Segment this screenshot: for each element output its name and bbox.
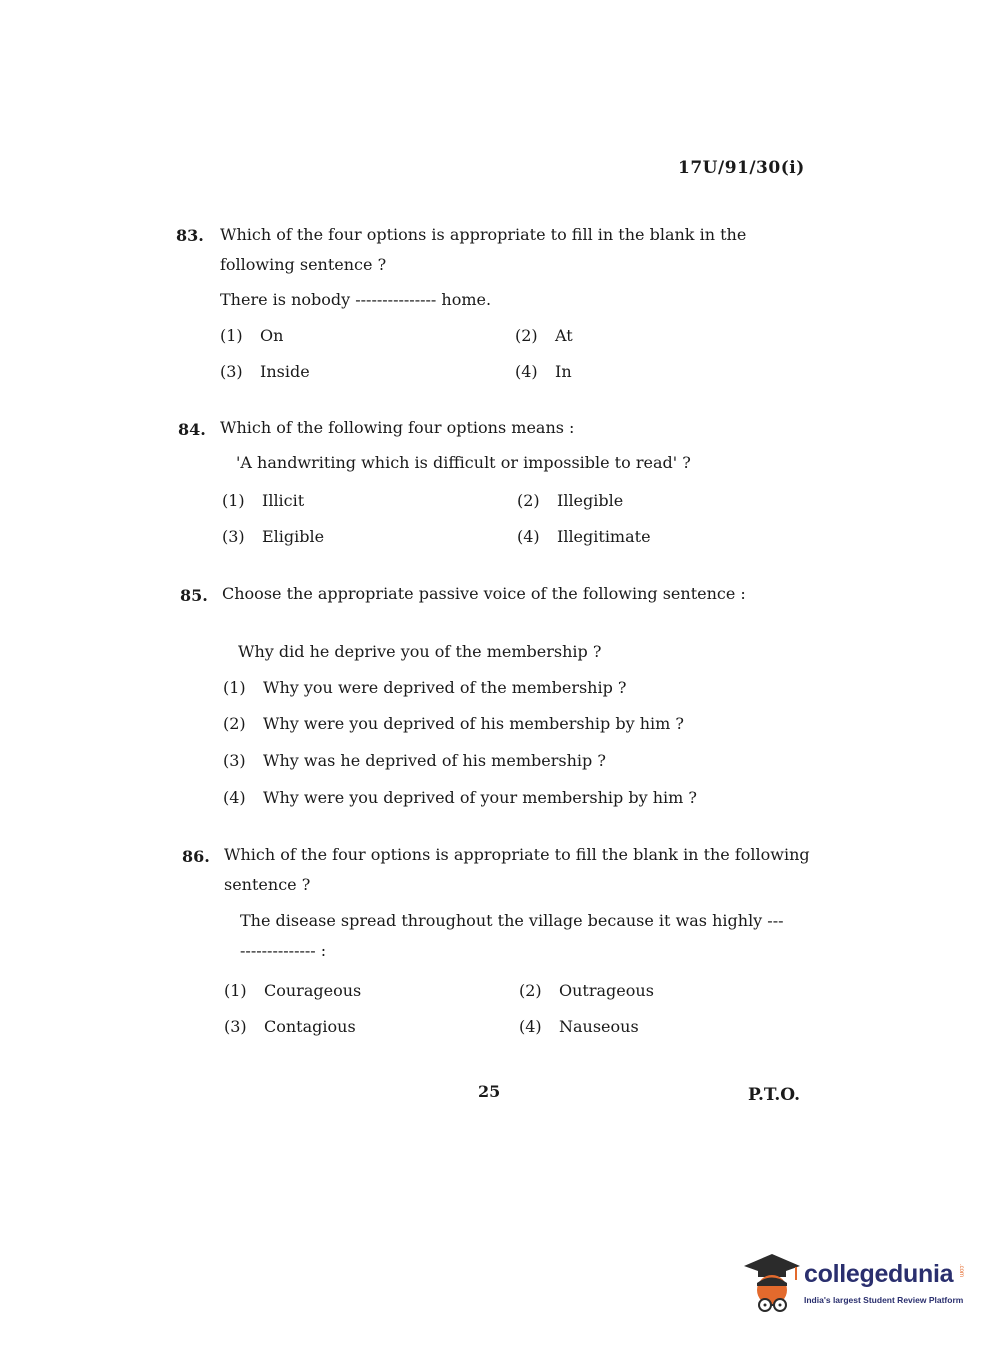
option-number: (4) — [515, 362, 538, 381]
option-text: Outrageous — [559, 981, 654, 1000]
option-text: Illegitimate — [557, 527, 651, 546]
option-number: (3) — [222, 527, 245, 546]
option-text: Contagious — [264, 1017, 356, 1036]
option-number: (4) — [519, 1017, 542, 1036]
option-number: (4) — [517, 527, 540, 546]
option-number: (2) — [515, 326, 538, 345]
option-text: Illegible — [557, 491, 624, 510]
option-text: Why you were deprived of the membership ? — [263, 678, 627, 697]
option-84-4[interactable] — [517, 527, 651, 546]
option-85-3[interactable] — [223, 751, 606, 770]
option-text: Nauseous — [559, 1017, 639, 1036]
option-number: (1) — [223, 678, 246, 697]
option-number: (3) — [223, 751, 246, 770]
option-text: Why were you deprived of your membership by him ? — [263, 788, 697, 807]
question-number-86: 86. — [182, 847, 210, 866]
brand-name: collegedunia — [804, 1260, 954, 1288]
option-86-3[interactable] — [224, 1017, 356, 1036]
option-text: Eligible — [262, 527, 325, 546]
option-number: (3) — [220, 362, 243, 381]
question-line: Choose the appropriate passive voice of the following sentence : — [222, 584, 746, 603]
question-text-84 — [220, 413, 574, 443]
option-number: (4) — [223, 788, 246, 807]
option-83-4[interactable] — [515, 362, 572, 381]
brand-tagline: India's largest Student Review Platform — [804, 1295, 964, 1305]
brand-dotcom: .com — [958, 1264, 964, 1278]
collegedunia-watermark — [742, 1252, 970, 1318]
option-86-2[interactable] — [519, 981, 654, 1000]
option-number: (2) — [517, 491, 540, 510]
question-number-83: 83. — [176, 226, 204, 245]
question-line: following sentence ? — [220, 255, 387, 274]
option-text: Inside — [260, 362, 310, 381]
option-83-3[interactable] — [220, 362, 310, 381]
question-line: Which of the four options is appropriate to fill the blank in the following — [224, 845, 810, 864]
question-prompt-86 — [240, 906, 784, 966]
option-number: (2) — [223, 714, 246, 733]
mascot-icon — [742, 1252, 802, 1318]
option-text: Why were you deprived of his membership by him ? — [263, 714, 684, 733]
pto-marker: P.T.O. — [748, 1085, 800, 1105]
question-text-85 — [222, 579, 746, 609]
option-85-1[interactable] — [223, 678, 627, 697]
prompt-line: -------------- : — [240, 941, 327, 960]
option-number: (1) — [220, 326, 243, 345]
option-text: On — [260, 326, 284, 345]
option-text: Why was he deprived of his membership ? — [263, 751, 606, 770]
option-84-1[interactable] — [222, 491, 304, 510]
option-text: In — [555, 362, 572, 381]
question-text-86 — [224, 840, 810, 900]
question-line: Which of the four options is appropriate to fill in the blank in the — [220, 225, 747, 244]
question-prompt-84: 'A handwriting which is difficult or impossible to read' ? — [236, 453, 691, 472]
option-86-4[interactable] — [519, 1017, 639, 1036]
option-85-2[interactable] — [223, 714, 684, 733]
question-text-83 — [220, 220, 746, 280]
option-84-3[interactable] — [222, 527, 324, 546]
option-84-2[interactable] — [517, 491, 623, 510]
option-text: Illicit — [262, 491, 305, 510]
option-text: At — [555, 326, 573, 345]
option-number: (1) — [222, 491, 245, 510]
page-number: 25 — [478, 1082, 501, 1101]
prompt-line: The disease spread throughout the village because it was highly --- — [240, 911, 784, 930]
question-number-85: 85. — [180, 586, 208, 605]
option-83-1[interactable] — [220, 326, 283, 345]
paper-code: 17U/91/30(i) — [678, 158, 805, 178]
question-number-84: 84. — [178, 420, 206, 439]
option-83-2[interactable] — [515, 326, 573, 345]
option-85-4[interactable] — [223, 788, 697, 807]
option-number: (3) — [224, 1017, 247, 1036]
option-text: Courageous — [264, 981, 362, 1000]
option-number: (2) — [519, 981, 542, 1000]
option-86-1[interactable] — [224, 981, 361, 1000]
option-number: (1) — [224, 981, 247, 1000]
question-prompt-83: There is nobody --------------- home. — [220, 290, 492, 309]
question-line: Which of the following four options means : — [220, 418, 575, 437]
question-line: sentence ? — [224, 875, 311, 894]
question-prompt-85: Why did he deprive you of the membership ? — [238, 642, 602, 661]
